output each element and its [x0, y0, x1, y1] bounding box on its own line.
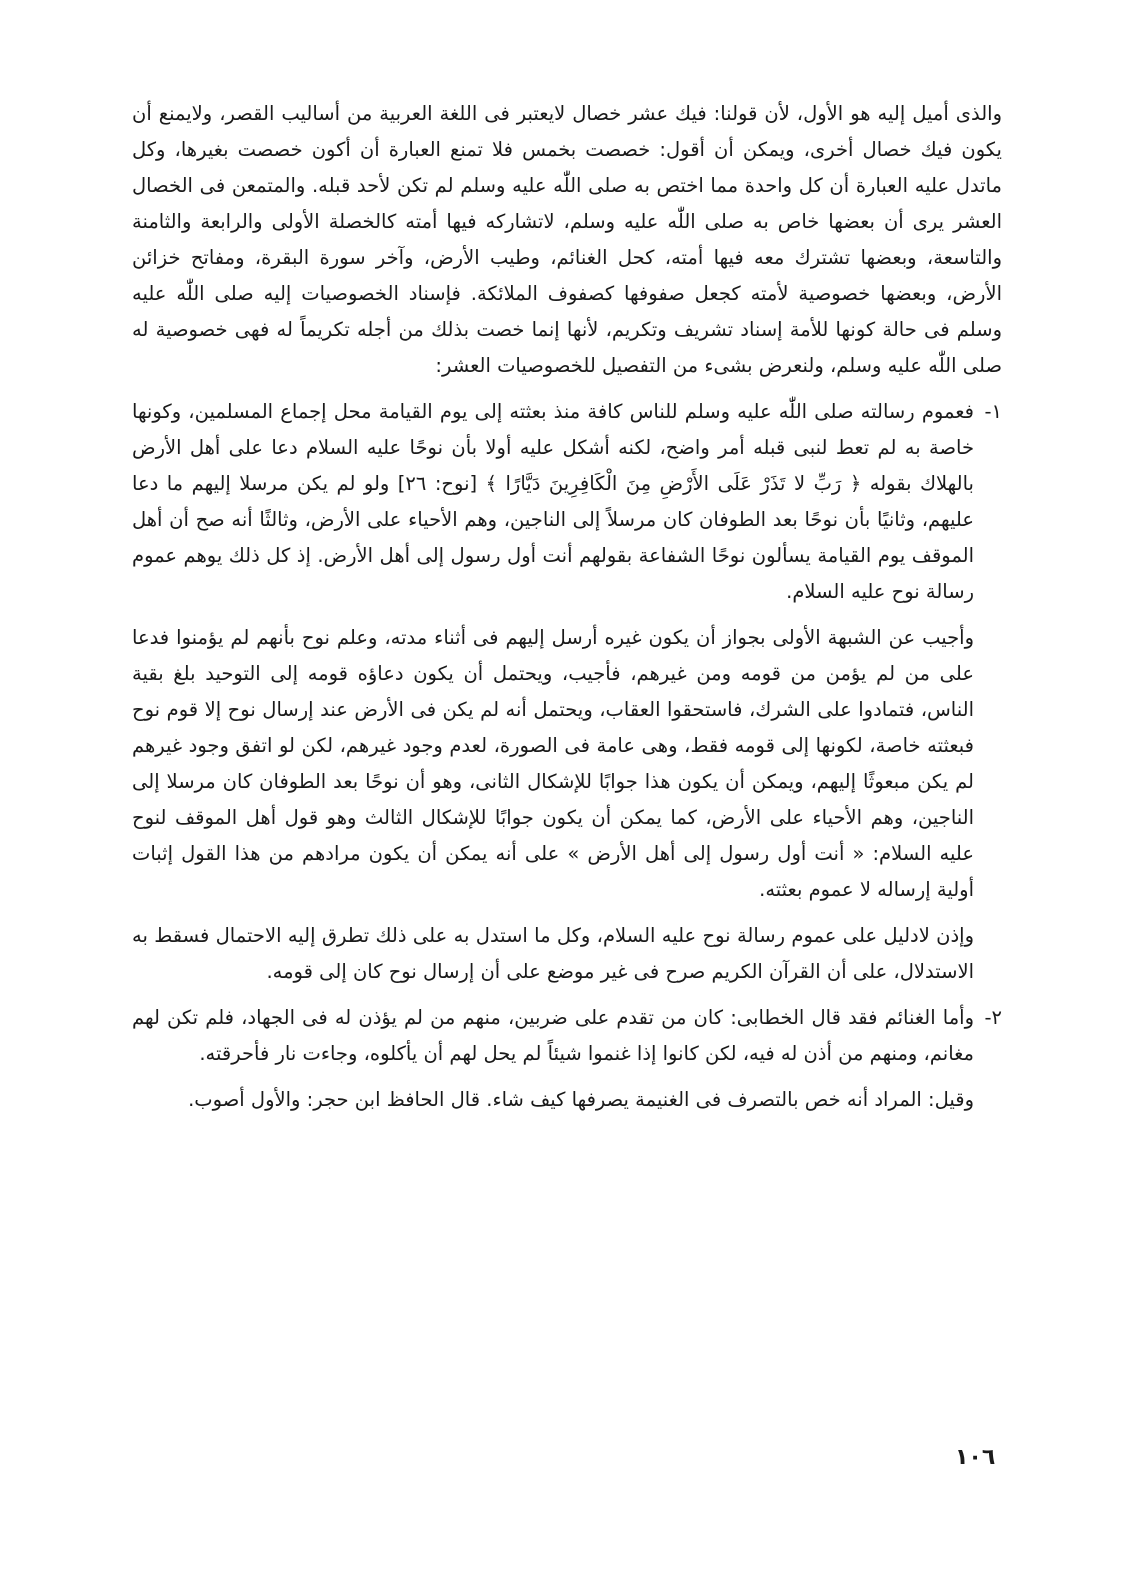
list-item-number: ١-	[984, 400, 1002, 423]
list-item-number: ٢-	[984, 1006, 1002, 1029]
paragraph-intro: والذى أميل إليه هو الأول، لأن قولنا: فيك عشر خصال لايعتبر فى اللغة العربية من أساليب القصر، ولايمنع أن يكون فيك خصال أخرى، ويمكن أن أقول: خصصت بخمس فلا تمنع العبارة أن أكون خصصت بغيرها، وكل ماتدل عليه العبارة أن كل واحدة مما اختص به صلى اللّٰه عليه وسلم لم تكن لأحد قبله. والمتمعن فى الخصال العشر يرى أن بعضها خاص به صلى اللّٰه عليه وسلم، لاتشاركه فيها أمته كالخصلة الأولى والرابعة والثامنة والتاسعة، وبعضها تشترك معه فيها أمته، كحل الغنائم، وطيب الأرض، وآخر سورة البقرة، ومفاتح خزائن الأرض، وبعضها خصوصية لأمته كجعل صفوفها كصفوف الملائكة. فإسناد الخصوصيات إليه صلى اللّٰه عليه وسلم فى حالة كونها للأمة إسناد تشريف وتكريم، لأنها إنما خصت بذلك من أجله تكريماً له فهى خصوصية له صلى اللّٰه عليه وسلم، ولنعرض بشىء من التفصيل للخصوصيات العشر:	[132, 102, 1002, 377]
paragraph-answer: وأجيب عن الشبهة الأولى بجواز أن يكون غيره أرسل إليهم فى أثناء مدته، وعلم نوح بأنهم لم يؤمنوا فدعا على من لم يؤمن من قومه ومن غيرهم، فأجيب، ويحتمل أن يكون دعاؤه قومه إلى التوحيد بلغ بقية الناس، فتمادوا على الشرك، فاستحقوا العقاب، ويحتمل أنه لم يكن فى الأرض عند إرسال نوح إلا قوم نوح فبعثته خاصة، لكونها إلى قومه فقط، وهى عامة فى الصورة، لعدم وجود غيرهم، لكن لو اتفق وجود غيرهم لم يكن مبعوثًا إليهم، ويمكن أن يكون هذا جوابًا للإشكال الثانى، وهو أن نوحًا بعد الطوفان كان مرسلا إلى الناجين، وهم الأحياء على الأرض، كما يمكن أن يكون جوابًا للإشكال الثالث وهو قول أهل الموقف لنوح عليه السلام: « أنت أول رسول إلى أهل الأرض » على أنه يمكن أن يكون مرادهم من هذا القول إثبات أولية إرساله لا عموم بعثته.	[132, 626, 974, 901]
list-item-text: وأما الغنائم فقد قال الخطابى: كان من تقدم على ضربين، منهم من لم يؤذن له فى الجهاد، فلم تكن لهم مغانم، ومنهم من أذن له فيه، لكن كانوا إذا غنموا شيئاً لم يحل لهم أن يأكلوه، وجاءت نار فأحرقته.	[132, 1006, 974, 1065]
paragraph-conclusion: وإذن لادليل على عموم رسالة نوح عليه السلام، وكل ما استدل به على ذلك تطرق إليه الاحتمال فسقط به الاستدلال، على أن القرآن الكريم صرح فى غير موضع على أن إرسال نوح كان إلى قومه.	[132, 924, 974, 983]
page-body	[132, 96, 1002, 1128]
list-item-1	[132, 394, 1002, 610]
list-item-text: فعموم رسالته صلى اللّٰه عليه وسلم للناس كافة منذ بعثته إلى يوم القيامة محل إجماع المسلمين، وكونها خاصة به لم تعط لنبى قبله أمر واضح، لكنه أشكل عليه أولا بأن نوحًا عليه السلام دعا على أهل الأرض بالهلاك بقوله ﴿ رَبِّ لا تَذَرْ عَلَى الأَرْضِ مِنَ الْكَافِرِينَ دَيَّارًا ﴾ [نوح: ٢٦] ولو لم يكن مرسلا إليهم ما دعا عليهم، وثانيًا بأن نوحًا بعد الطوفان كان مرسلاً إلى الناجين، وهم الأحياء على الأرض، وثالثًا أنه صح أن أهل الموقف يوم القيامة يسألون نوحًا الشفاعة بقولهم أنت أول رسول إلى أهل الأرض. إذ كل ذلك يوهم عموم رسالة نوح عليه السلام.	[132, 400, 974, 603]
page-number: ١٠٦	[955, 1445, 996, 1470]
list-item-2	[132, 1000, 1002, 1072]
paragraph-alternate-view: وقيل: المراد أنه خص بالتصرف فى الغنيمة يصرفها كيف شاء. قال الحافظ ابن حجر: والأول أصوب.	[188, 1088, 974, 1111]
